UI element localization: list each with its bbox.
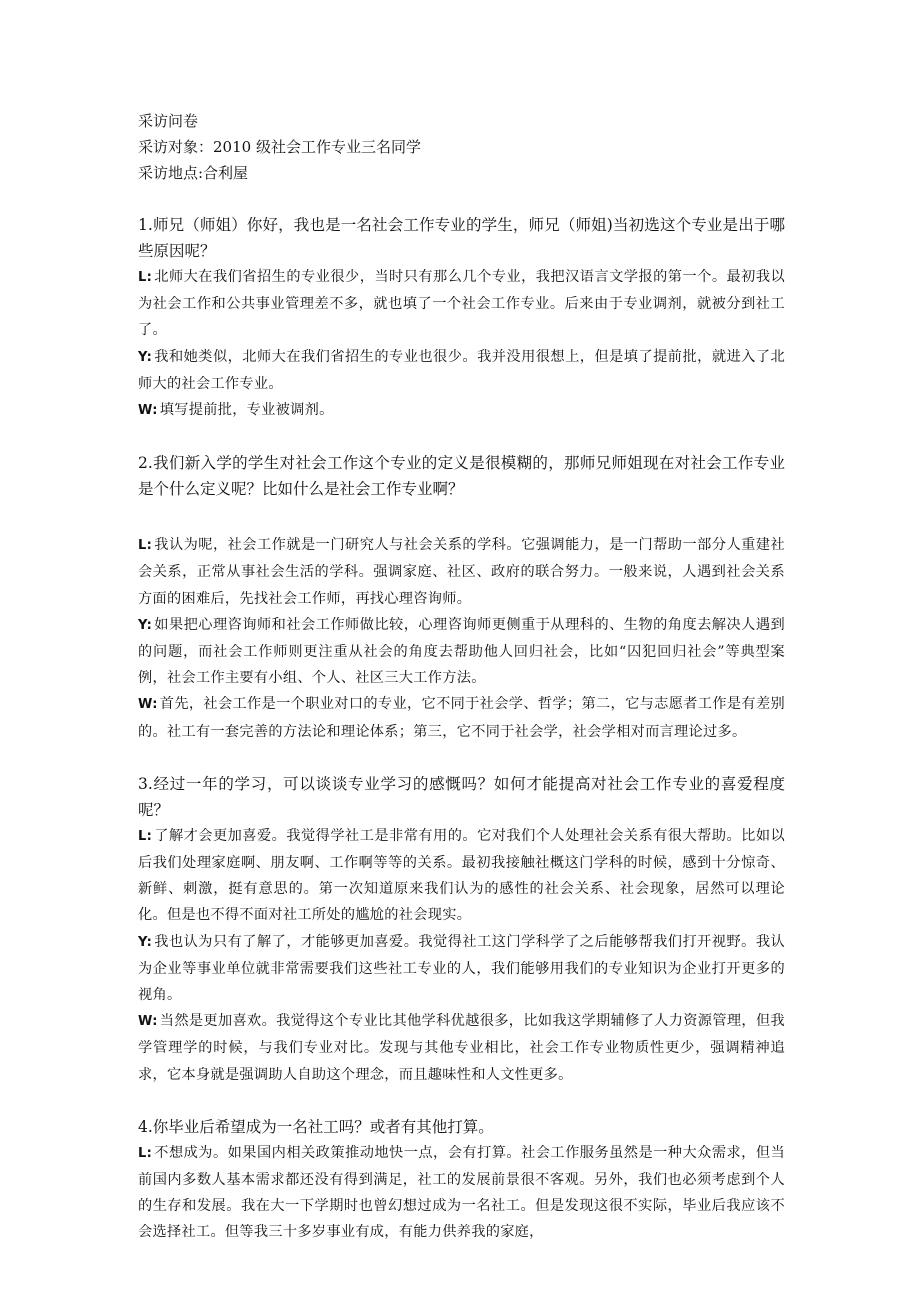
answer-text: 我也认为只有了解了，才能够更加喜爱。我觉得社工这门学科学了之后能够帮我们打开视野。我认为企业等事业单位就非常需要我们这些社工专业的人，我们能够用我们的专业知识为企业打开更多的视角。: [138, 933, 785, 1004]
speaker-label: L:: [138, 1145, 153, 1161]
answer-text: 不想成为。如果国内相关政策推动地快一点，会有打算。社会工作服务虽然是一种大众需求，但当前国内多数人基本需求都还没有得到满足，社工的发展前景很不客观。另外，我们也必须考虑到个人的生存和发展。我在大一下学期时也曾幻想过成为一名社工。但是发现这很不实际，毕业后我应该不会选择社工。但等我三十多岁事业有成，有能力供养我的家庭，: [138, 1144, 785, 1241]
answer-l-1: [138, 264, 785, 344]
document-header: [138, 108, 785, 186]
spacer: [138, 424, 785, 450]
speaker-label: Y:: [138, 349, 153, 365]
answer-text: 北师大在我们省招生的专业很少，当时只有那么几个专业，我把汉语言文学报的第一个。最初我以为社会工作和公共事业管理差不多，就也填了一个社会工作专业。后来由于专业调剂，就被分到社工了。: [138, 269, 785, 339]
speaker-label: W:: [138, 1014, 158, 1030]
answer-text: 了解才会更加喜爱。我觉得学社工是非常有用的。它对我们个人处理社会关系有很大帮助。比如以后我们处理家庭啊、朋友啊、工作啊等等的关系。最初我接触社概这门学科的时候，感到十分惊奇、新鲜、刺激，挺有意思的。第一次知道原来我们认为的感性的社会关系、社会现象，居然可以理论化。但是也不得不面对社工所处的尴尬的社会现实。: [138, 827, 785, 924]
question-section-3: [138, 771, 785, 1088]
answer-l-4: [138, 1140, 785, 1246]
question-1: 1.师兄（师姐）你好，我也是一名社会工作专业的学生，师兄（师姐)当初选这个专业是出于哪些原因呢？: [138, 216, 785, 260]
speaker-label: W:: [138, 403, 158, 419]
interview-location: 采访地点:合利屋: [138, 164, 249, 182]
speaker-label: Y:: [138, 934, 153, 950]
spacer: [138, 186, 785, 212]
question-3: 3.经过一年的学习，可以谈谈专业学习的感慨吗？如何才能提高对社会工作专业的喜爱程度呢？: [138, 774, 785, 819]
speaker-label: L:: [138, 828, 153, 844]
document-title: 采访问卷: [138, 112, 199, 130]
answer-w-1: [138, 397, 785, 424]
question-section-4: [138, 1114, 785, 1246]
speaker-label: L:: [138, 538, 153, 554]
answer-y-1: [138, 344, 785, 397]
answer-w-2: [138, 691, 785, 744]
answer-l-2: [138, 532, 785, 612]
spacer: [138, 1088, 785, 1114]
speaker-label: Y:: [138, 617, 153, 633]
answer-y-2: [138, 612, 785, 692]
question-2: 2.我们新入学的学生对社会工作这个专业的定义是很模糊的，那师兄师姐现在对社会工作专业是个什么定义呢？比如什么是社会工作专业啊？: [138, 454, 785, 499]
answer-y-3: [138, 929, 785, 1009]
document-page: [138, 108, 785, 1246]
question-section-1: [138, 212, 785, 424]
answer-text: 我和她类似，北师大在我们省招生的专业也很少。我并没用很想上，但是填了提前批，就进入了北师大的社会工作专业。: [138, 348, 785, 392]
speaker-label: L:: [138, 270, 153, 285]
answer-text: 我认为呢，社会工作就是一门研究人与社会关系的学科。它强调能力，是一门帮助一部分人重建社会关系，正常从事社会生活的学科。强调家庭、社区、政府的联合努力。一般来说，人遇到社会关系方面的困难后，先找社会工作师，再找心理咨询师。: [138, 537, 785, 607]
answer-l-3: [138, 823, 785, 929]
spacer: [138, 502, 785, 532]
question-section-2: [138, 450, 785, 745]
answer-text: 首先，社会工作是一个职业对口的专业，它不同于社会学、哲学；第二，它与志愿者工作是有差别的。社工有一套完善的方法论和理论体系；第三，它不同于社会学，社会学相对而言理论过多。: [138, 696, 785, 740]
spacer: [138, 745, 785, 771]
speaker-label: W:: [138, 697, 158, 713]
question-4: 4.你毕业后希望成为一名社工吗？或者有其他打算。: [138, 1117, 494, 1136]
interview-subject: 采访对象：2010 级社会工作专业三名同学: [138, 138, 421, 156]
answer-text: 如果把心理咨询师和社会工作师做比较，心理咨询师更侧重于从理科的、生物的角度去解决人遇到的问题，而社会工作师则更注重从社会的角度去帮助他人回归社会，比如“囚犯回归社会”等典型案例，社会工作主要有小组、个人、社区三大工作方法。: [138, 616, 785, 687]
answer-text: 当然是更加喜欢。我觉得这个专业比其他学科优越很多，比如我这学期辅修了人力资源管理，但我学管理学的时候，与我们专业对比。发现与其他专业相比，社会工作专业物质性更少，强调精神追求，它本身就是强调助人自助这个理念，而且趣味性和人文性更多。: [138, 1013, 785, 1083]
answer-w-3: [138, 1008, 785, 1088]
answer-text: 填写提前批，专业被调剂。: [159, 402, 334, 419]
